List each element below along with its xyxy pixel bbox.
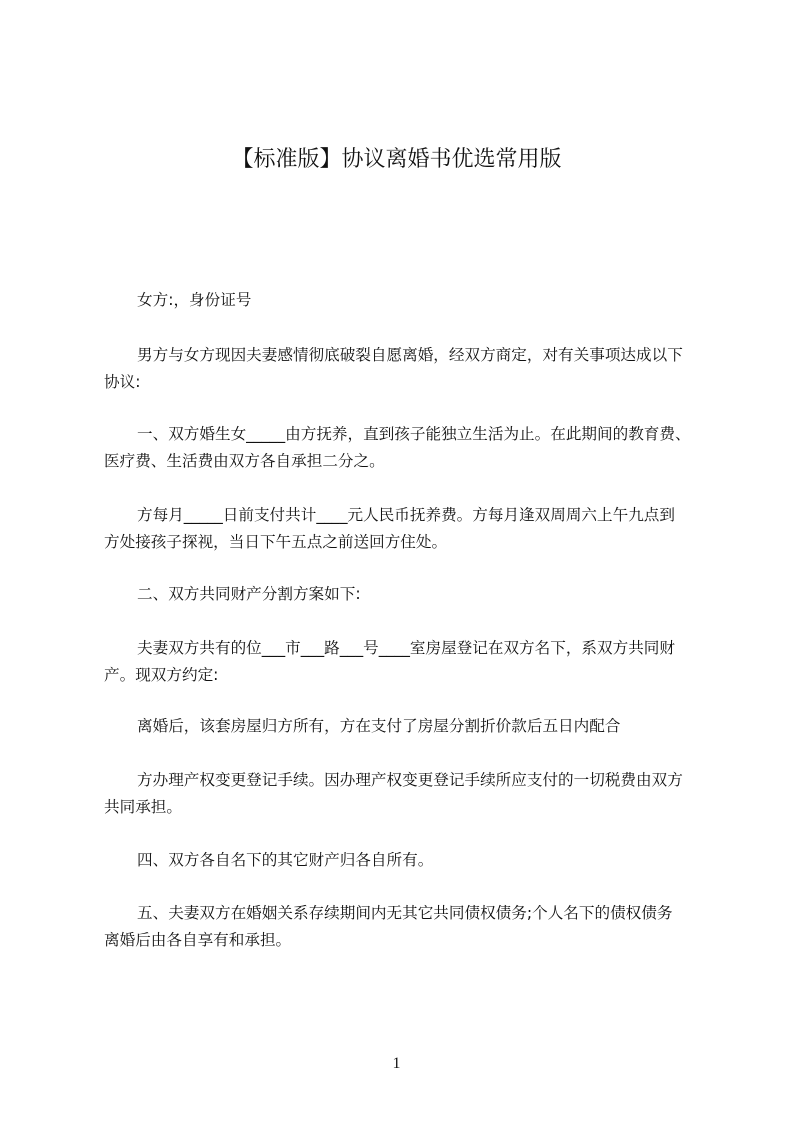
text-line: 夫妻双方共有的位___市___路___号____室房屋登记在双方名下，系双方共同财 (137, 639, 675, 657)
paragraph-child-support (104, 502, 704, 555)
document-title: 【标准版】协议离婚书优选常用版 (231, 147, 562, 172)
text-line: 方每月_____日前支付共计____元人民币抚养费。方每月逢双周周六上午九点到 (137, 506, 675, 524)
text-line: 共同承担。 (104, 797, 182, 816)
paragraph-clause-2 (104, 581, 704, 608)
text-line: 一、双方婚生女_____由方抚养，直到孩子能独立生活为止。在此期间的教育费、 (137, 425, 691, 443)
text-line: 医疗费、生活费由双方各自承担二分之。 (104, 451, 385, 470)
paragraph-female-party (104, 287, 704, 314)
text-line: 五、夫妻双方在婚姻关系存续期间内无其它共同债权债务;个人名下的债权债务 (137, 904, 673, 922)
text-line: 二、双方共同财产分割方案如下: (137, 585, 361, 603)
page-number: 1 (392, 1055, 401, 1072)
paragraph-intro (104, 342, 704, 395)
paragraph-clause-5 (104, 900, 704, 953)
text-line: 方处接孩子探视，当日下午五点之前送回方住处。 (104, 532, 448, 551)
paragraph-property (104, 635, 704, 688)
paragraph-transfer (104, 767, 704, 820)
text-line: 四、双方各自名下的其它财产归各自所有。 (137, 851, 434, 869)
text-line: 女方:，身份证号 (137, 291, 252, 309)
paragraph-clause-1 (104, 421, 704, 474)
text-line: 产。现双方约定: (104, 665, 219, 684)
text-line: 协议: (104, 372, 141, 391)
text-line: 男方与女方现因夫妻感情彻底破裂自愿离婚，经双方商定，对有关事项达成以下 (137, 346, 683, 364)
text-line: 离婚后，该套房屋归方所有，方在支付了房屋分割折价款后五日内配合 (137, 717, 621, 735)
text-line: 方办理产权变更登记手续。因办理产权变更登记手续所应支付的一切税费由双方 (137, 771, 683, 789)
paragraph-house (104, 713, 704, 740)
paragraph-clause-4 (104, 847, 704, 874)
text-line: 离婚后由各自享有和承担。 (104, 930, 292, 949)
